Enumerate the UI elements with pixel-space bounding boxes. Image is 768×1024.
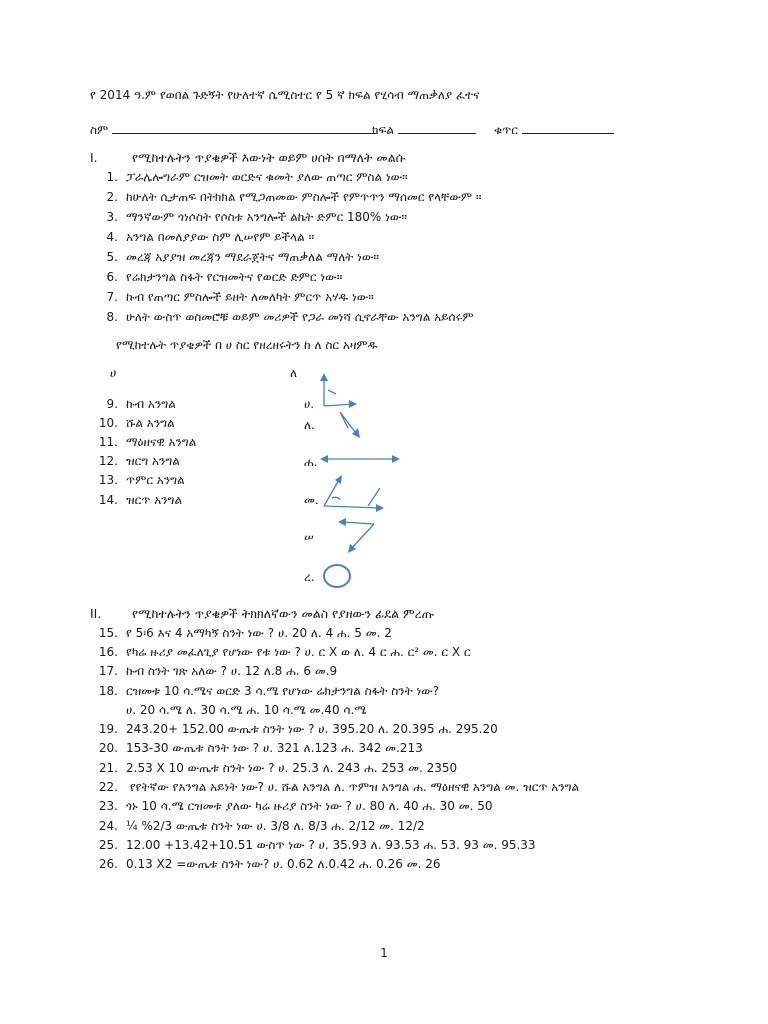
- list-item: 7. ኩብ የጠጣር ምስሎች ይዘት ለመለካት ምርጥ አሃዱ ነው።: [106, 290, 374, 304]
- straight-angle-icon: [320, 455, 400, 463]
- right-angle-icon: [320, 373, 357, 408]
- option-label: ረ.: [304, 570, 315, 584]
- exam-title: የ 2014 ዓ.ም የወበል ጉድኝት የሁለተኛ ሴሚስተር የ 5 ኛ ክፍል የሂሳብ ማጠቃለያ ፈተና: [90, 88, 480, 102]
- number-label: ቁጥር: [494, 123, 518, 137]
- grade-blank[interactable]: [398, 122, 476, 134]
- list-item: 8. ሁለት ውስጥ ወስመሮቹ ወይም መሪዎች የጋራ መነሻ ሲኖራቸው አንግል አይሰሩም: [106, 310, 474, 324]
- grade-field[interactable]: [372, 122, 476, 138]
- list-item: 3. ማንኛውም ጎነሶስት የሶስቱ አንግሎች ልኬት ድምር 180% ነው።: [106, 210, 408, 224]
- list-item: 6. የሬክታንግል ስፋት የርዝመትና የወርድ ድምር ነው።: [106, 270, 343, 284]
- question-item: 20. 153-30 ውጤቱ ስንት ነው ? ሀ. 321 ለ.123 ሐ. 342 መ.213: [98, 741, 423, 755]
- option-label: መ.: [304, 493, 319, 507]
- list-item: 9. ኩብ አንግል: [106, 397, 176, 411]
- list-item: 11. ማዕዘናዊ አንግል: [98, 435, 197, 449]
- angle-diagrams: [310, 370, 430, 600]
- matching-instruction: የሚከተሉት ጥያቄዎች በ ሀ ስር የዘረዘሩትን ከ ለ ስር አዛምዱ: [116, 338, 378, 352]
- list-item: 12. ዝርግ አንግል: [98, 454, 180, 468]
- column-b-header: ለ: [290, 366, 298, 380]
- question-item: 16. የካሬ ዙሪያ መፈለጊያ የሆነው የቱ ነው ? ሀ. ር X ወ ለ. 4 ር ሐ. ር² መ. ር X ር: [98, 645, 471, 659]
- list-item: 1. ፓራሌሎግራም ርዝመት ወርድና ቁመት ያለው ጠጣር ምስል ነው።: [106, 170, 408, 184]
- question-item: 25. 12.00 +13.42+10.51 ውስጥ ነው ? ሀ. 35.93 ለ. 93.53 ሐ. 53. 93 መ. 95.33: [98, 838, 536, 852]
- acute-angle-icon: [340, 412, 360, 438]
- name-blank[interactable]: [112, 122, 376, 134]
- question-options: ሀ. 20 ሳ.ሜ ለ. 30 ሳ.ሜ ሐ. 10 ሳ.ሜ መ.40 ሳ.ሜ: [126, 703, 367, 717]
- list-item: 14. ዝርጥ አንግል: [98, 493, 183, 507]
- question-item: 23. ጎኑ 10 ሳ.ሜ ርዝመቱ ያለው ካሬ ዙሪያ ስንት ነው ? ሀ. 80 ለ. 40 ሐ. 30 መ. 50: [98, 799, 493, 813]
- number-blank[interactable]: [522, 122, 614, 134]
- circle-icon: [324, 565, 350, 587]
- page-number: 1: [380, 946, 388, 960]
- question-item: 26. 0.13 X2 =ውጤቱ ስንት ነው? ሀ. 0.62 ለ.0.42 ሐ. 0.26 መ. 26: [98, 857, 441, 871]
- option-label: ለ.: [304, 418, 315, 432]
- section2-instruction: የሚከተሉትን ጥያቄዎች ትክክለኛውን መልስ የያዘውን ፊደል ምረጡ: [132, 606, 435, 621]
- reflex-angle-icon: [338, 518, 374, 553]
- question-item: 17. ኩብ ስንት ገጽ አለው ? ሀ. 12 ለ.8 ሐ. 6 መ.9: [98, 664, 338, 678]
- question-item: 24. ¼ %2/3 ውጤቱ ስንት ነው ሀ. 3/8 ለ. 8/3 ሐ. 2/12 መ. 12/2: [98, 819, 425, 833]
- option-label: ሐ.: [304, 455, 318, 469]
- question-item: 18. ርዝመቱ 10 ሳ.ሜና ወርድ 3 ሳ.ሜ የሆነው ሬክታንግል ስፋት ስንት ነው?: [98, 684, 440, 698]
- question-item: 19. 243.20+ 152.00 ውጤቱ ስንት ነው ? ሀ. 395.20 ለ. 20.395 ሐ. 295.20: [98, 722, 498, 736]
- list-item: 5. መረጃ አያያዝ መረጃን ማደራጀትና ማጠቃለል ማለት ነው።: [106, 250, 380, 264]
- list-item: 13. ጥምር አንግል: [98, 473, 185, 487]
- list-item: 2. ከሁለት ሲታጠፍ በትክክል የሚጋጠመው ምስሎች የምጥጥን ማሰመር የላቸውም ።: [106, 190, 482, 204]
- section2-roman: II.: [90, 606, 102, 621]
- section1-instruction: የሚከተሉትን ጥያቄዎች እውነት ወይም ሀሰት በማለት መልሱ: [132, 150, 406, 165]
- grade-label: ክፍል: [372, 123, 395, 137]
- option-label: ሀ.: [304, 397, 315, 411]
- list-item: 4. አንግል በመለያያው ስም ሊሠየም ይችላል ።: [106, 230, 315, 244]
- option-label: ሠ: [304, 530, 314, 544]
- list-item: 10. ሹል አንግል: [98, 416, 175, 430]
- column-a-header: ሀ: [110, 366, 117, 380]
- number-field[interactable]: [494, 122, 614, 138]
- question-item: 21. 2.53 X 10 ውጤቱ ስንት ነው ? ሀ. 25.3 ለ. 243 ሐ. 253 መ. 2350: [98, 761, 458, 775]
- name-field[interactable]: [90, 122, 376, 138]
- section1-roman: I.: [90, 150, 98, 165]
- question-item: 15. የ 5፡6 እና 4 አማካኝ ስንት ነው ? ሀ. 20 ለ. 4 ሐ. 5 መ. 2: [98, 626, 392, 640]
- name-label: ስም: [90, 123, 109, 137]
- obtuse-angle-icon: [324, 475, 384, 512]
- question-item: 22. የየትኛው የአንግል አይነት ነው? ሀ. ሹል አንግል ለ. ጥምዝ አንግል ሐ. ማዕዘናዊ አንግል መ. ዝርጥ አንግል: [98, 780, 580, 794]
